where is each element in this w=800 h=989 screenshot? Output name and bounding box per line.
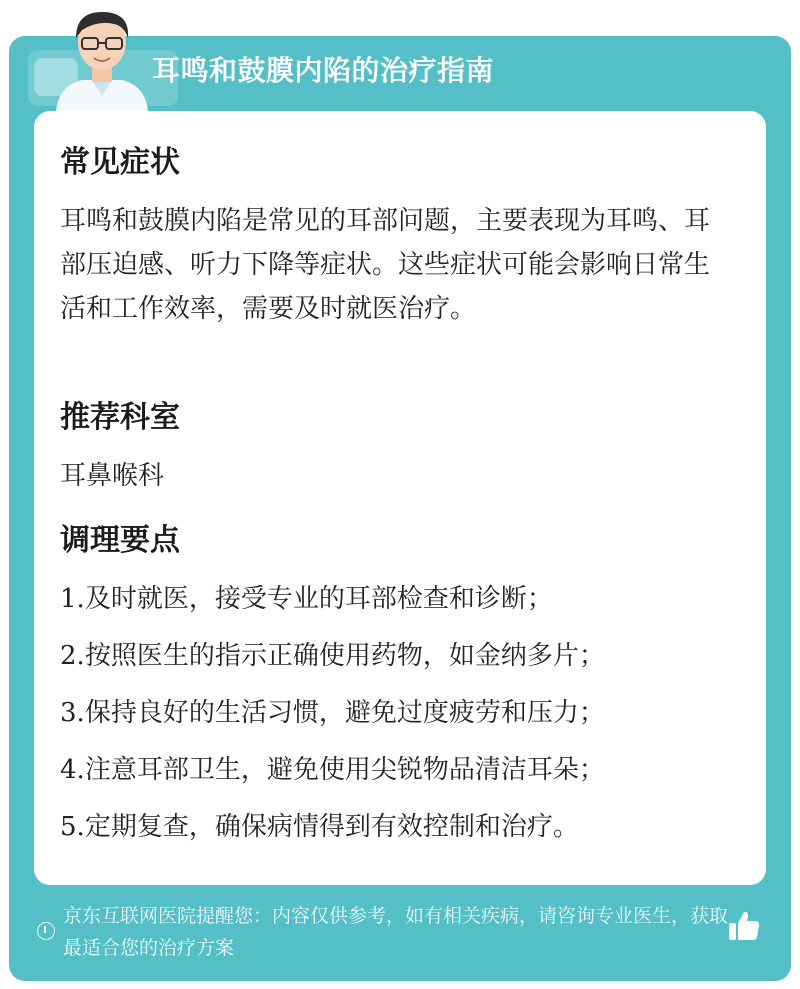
info-icon [37,922,55,940]
care-heading: 调理要点 [60,523,180,558]
footer-notice: 京东互联网医院提醒您：内容仅供参考，如有相关疾病，请咨询专业医生，获取最适合您的治疗方案 [63,905,729,959]
page-title: 耳鸣和鼓膜内陷的治疗指南 [152,54,495,87]
content-card [34,111,766,885]
thumbs-up-icon[interactable] [726,908,762,944]
care-item: 1.及时就医，接受专业的耳部检查和诊断； [60,584,553,614]
doctor-avatar [42,0,162,112]
care-item: 5.定期复查，确保病情得到有效控制和治疗。 [60,812,579,842]
care-item: 2.按照医生的指示正确使用药物，如金纳多片； [60,641,605,671]
care-item: 4.注意耳部卫生，避免使用尖锐物品清洁耳朵； [60,755,605,785]
care-item: 3.保持良好的生活习惯，避免过度疲劳和压力； [60,698,605,728]
symptoms-text: 耳鸣和鼓膜内陷是常见的耳部问题，主要表现为耳鸣、耳部压迫感、听力下降等症状。这些症状可能会影响日常生活和工作效率，需要及时就医治疗。 [60,206,711,324]
department-text: 耳鼻喉科 [60,461,165,491]
department-heading: 推荐科室 [60,400,180,435]
symptoms-heading: 常见症状 [60,145,180,180]
